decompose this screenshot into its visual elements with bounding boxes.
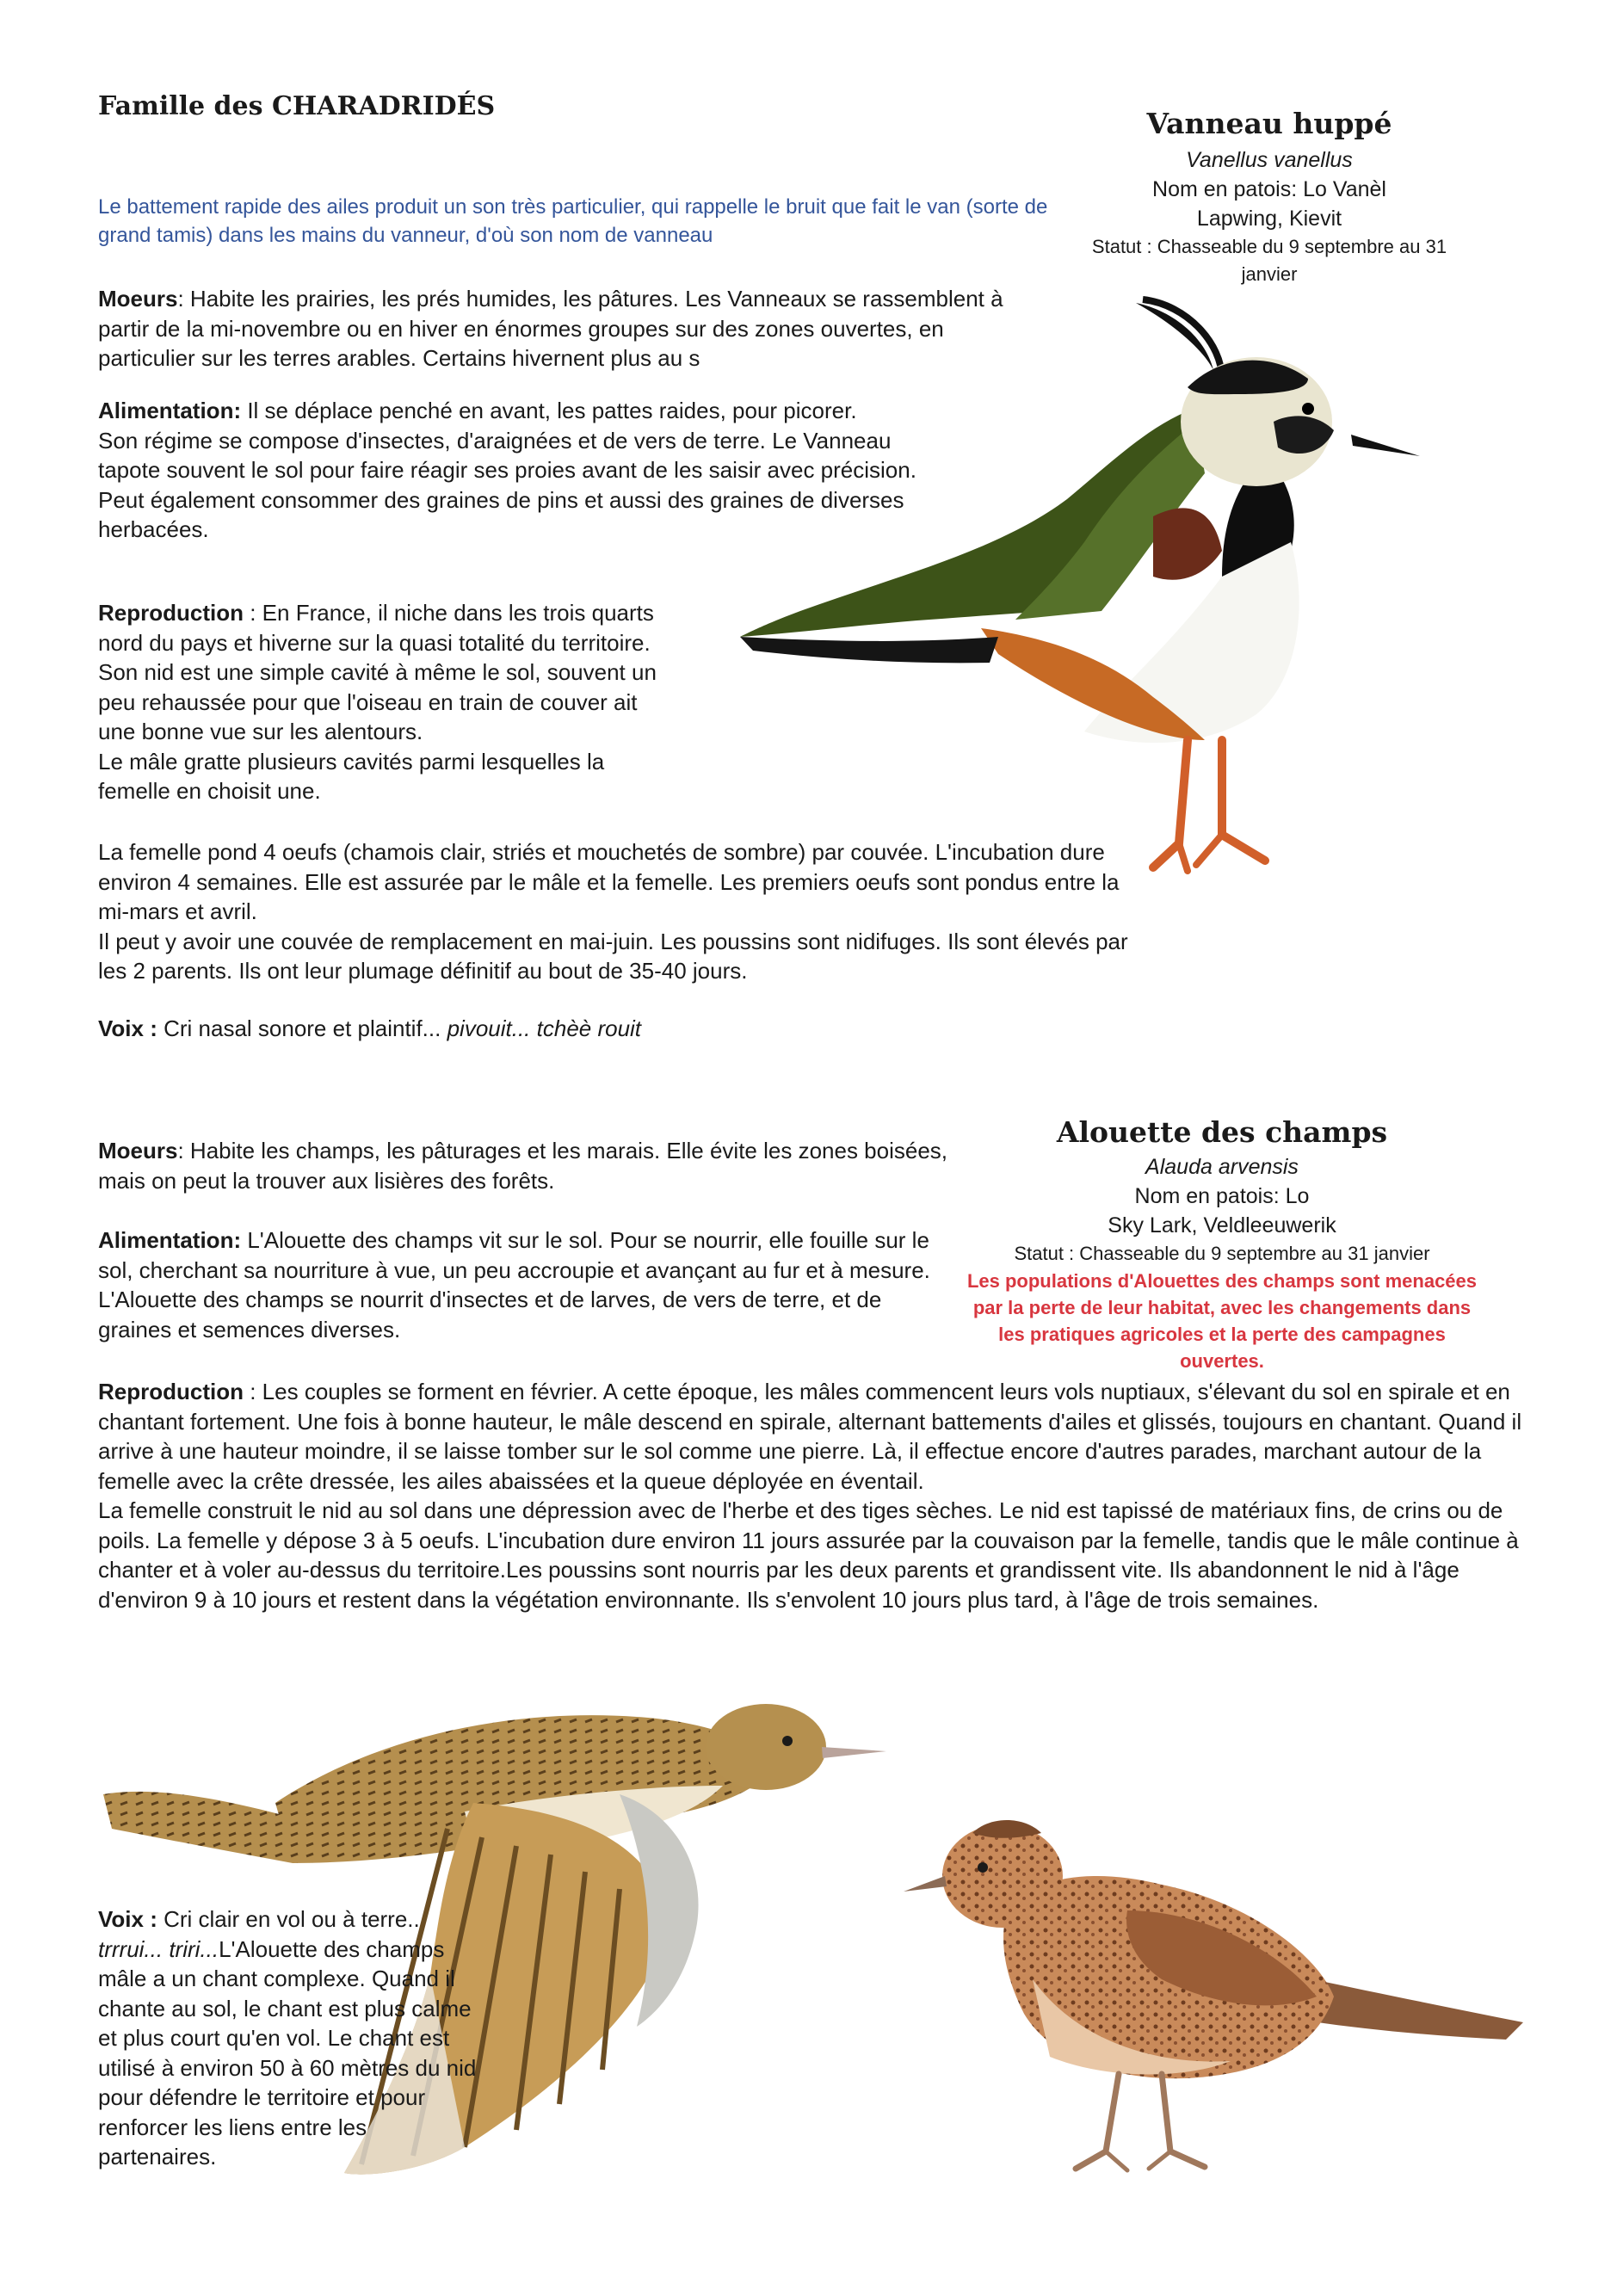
- vanneau-moeurs: [98, 284, 1010, 373]
- reproduction-text-3: Le mâle gratte plusieurs cavités parmi lesquelles la femelle en choisit une.: [98, 748, 605, 804]
- alimentation-label: Alimentation:: [98, 1227, 242, 1253]
- alouette-reproduction: [98, 1377, 1527, 1614]
- reproduction-text-5: Il peut y avoir une couvée de remplacement en mai-juin. Les poussins sont nidifuges. Ils sont élevés par les 2 parents. Ils ont leur plumage définitif au bout de 35-40 jours.: [98, 928, 1128, 984]
- voix-italic: pivouit... tchèè rouit: [447, 1015, 642, 1041]
- reproduction-text-2: La femelle construit le nid au sol dans une dépression avec de l'herbe et des tiges sèches. Le nid est tapissé de matériaux fins, de crins ou de poils. La femelle y dépose 3 à 5 oeufs. L'incubation dure environ 11 jours assurée par la couvaison par la femelle, tandis que le mâle continue à chanter et à voler au-dessus du territoire.Les poussins sont nourris par les deux parents et grandissent vite. Ils abandonnent le nid à l'âge d'environ 9 à 10 jours et restent dans la végétation environnante. Ils s'envolent 10 jours plus tard, à l'âge de trois semaines.: [98, 1497, 1519, 1613]
- vanneau-reproduction-wide: [98, 837, 1131, 986]
- alouette-warning: Les populations d'Alouettes des champs sont menacées par la perte de leur habitat, avec les changements dans les pratiques agricoles et la perte des campagnes ouvertes.: [966, 1270, 1478, 1372]
- vanneau-alimentation: [98, 396, 950, 545]
- alouette-patois: Nom en patois: Lo: [1134, 1184, 1310, 1208]
- alimentation-text: L'Alouette des champs vit sur le sol. Pour se nourrir, elle fouille sur le sol, cherchant sa nourriture à vue, un peu accroupie et avançant au fur et à mesure. L'Alouette des champs se nourrit d'insectes et de larves, de vers de terre, et de graines et semences diverses.: [98, 1227, 930, 1342]
- moeurs-text: : Habite les champs, les pâturages et les marais. Elle évite les zones boisées, mais on peut la trouver aux lisières des forêts.: [98, 1138, 948, 1194]
- alouette-latin: Alauda arvensis: [1145, 1155, 1299, 1179]
- vanneau-info: [1067, 107, 1472, 288]
- reproduction-text-1: : Les couples se forment en février. A cette époque, les mâles commencent leurs vols nuptiaux, s'élevant du sol en spirale et en chantant fortement. Une fois à bonne hauteur, le mâle descend en spirale, alternant battements d'ailes et glissés, toujours en chantant. Quand il arrive à une hauteur moindre, il se laisse tomber sur le sol comme une pierre. Là, il effectue encore d'autres parades, marchant autour de la femelle avec la crête dressée, les ailes abaissées et la queue déployée en éventail.: [98, 1379, 1522, 1494]
- alimentation-text-3: Peut également consommer des graines de pins et aussi des graines de diverses herbacées.: [98, 486, 904, 542]
- alimentation-text-1: Il se déplace penché en avant, les pattes raides, pour picorer.: [241, 398, 857, 423]
- vanneau-other-names: Lapwing, Kievit: [1196, 207, 1342, 231]
- family-heading: Famille des CHARADRIDÉS: [98, 91, 496, 121]
- intro-text: Le battement rapide des ailes produit un son très particulier, qui rappelle le bruit que fait le van (sorte de grand tamis) dans les mains du vanneur, d'où son nom de vanneau: [98, 195, 1048, 247]
- vanneau-patois: Nom en patois: Lo Vanèl: [1152, 177, 1386, 201]
- voix-text-2: L'Alouette des champs mâle a un chant complexe. Quand il chante au sol, le chant est plus calme et plus court qu'en vol. Le chant est utilisé à environ 50 à 60 mètres du nid pour défendre le territoire et pour renforcer les liens entre les partenaires.: [98, 1935, 477, 2169]
- alouette-voix: [98, 1904, 477, 2172]
- vanneau-voix: [98, 1014, 1045, 1044]
- voix-label: Voix :: [98, 1015, 157, 1041]
- alouette-info: [964, 1115, 1480, 1374]
- reproduction-label: Reproduction: [98, 600, 244, 626]
- moeurs-label: Moeurs: [98, 1138, 178, 1163]
- reproduction-label: Reproduction: [98, 1379, 244, 1404]
- vanneau-reproduction-narrow: [98, 598, 666, 806]
- voix-italic: trrrui... triri...: [98, 1935, 219, 1962]
- alouette-title: Alouette des champs: [1056, 1115, 1388, 1149]
- reproduction-text-1: : En France, il niche dans les trois quarts nord du pays et hiverne sur la quasi totalité du territoire.: [98, 600, 654, 656]
- vanneau-title: Vanneau huppé: [1146, 107, 1392, 140]
- alouette-moeurs: [98, 1136, 950, 1195]
- reproduction-text-2: Son nid est une simple cavité à même le sol, souvent un peu rehaussée pour que l'oiseau en train de couver ait une bonne vue sur les alentours.: [98, 659, 657, 744]
- alouette-alimentation: [98, 1225, 959, 1344]
- lapwing-illustration: [671, 293, 1429, 878]
- alimentation-label: Alimentation:: [98, 398, 242, 423]
- vanneau-latin: Vanellus vanellus: [1186, 148, 1353, 172]
- reproduction-text-4: La femelle pond 4 oeufs (chamois clair, striés et mouchetés de sombre) par couvée. L'incubation dure environ 4 semaines. Elle est assurée par le mâle et la femelle. Les premiers oeufs sont pondus entre la mi-mars et avril.: [98, 839, 1120, 924]
- voix-text-1: Cri clair en vol ou à terre..: [157, 1906, 420, 1932]
- alouette-other-names: Sky Lark, Veldleeuwerik: [1108, 1213, 1336, 1237]
- voix-label: Voix :: [98, 1906, 157, 1932]
- alouette-statut: Statut : Chasseable du 9 septembre au 31 janvier: [1014, 1243, 1430, 1264]
- skylark-standing-illustration: [904, 1781, 1532, 2177]
- moeurs-text: : Habite les prairies, les prés humides, les pâtures. Les Vanneaux se rassemblent à partir de la mi-novembre ou en hiver en énormes groupes sur des zones ouvertes, en particulier sur les terres arables. Certains hivernent plus au s: [98, 286, 1003, 371]
- vanneau-statut: Statut : Chasseable du 9 septembre au 31 janvier: [1091, 236, 1447, 285]
- voix-text: Cri nasal sonore et plaintif...: [157, 1015, 447, 1041]
- alimentation-text-2: Son régime se compose d'insectes, d'araignées et de vers de terre. Le Vanneau tapote souvent le sol pour faire réagir ses proies avant de les saisir avec précision.: [98, 427, 916, 483]
- moeurs-label: Moeurs: [98, 286, 178, 312]
